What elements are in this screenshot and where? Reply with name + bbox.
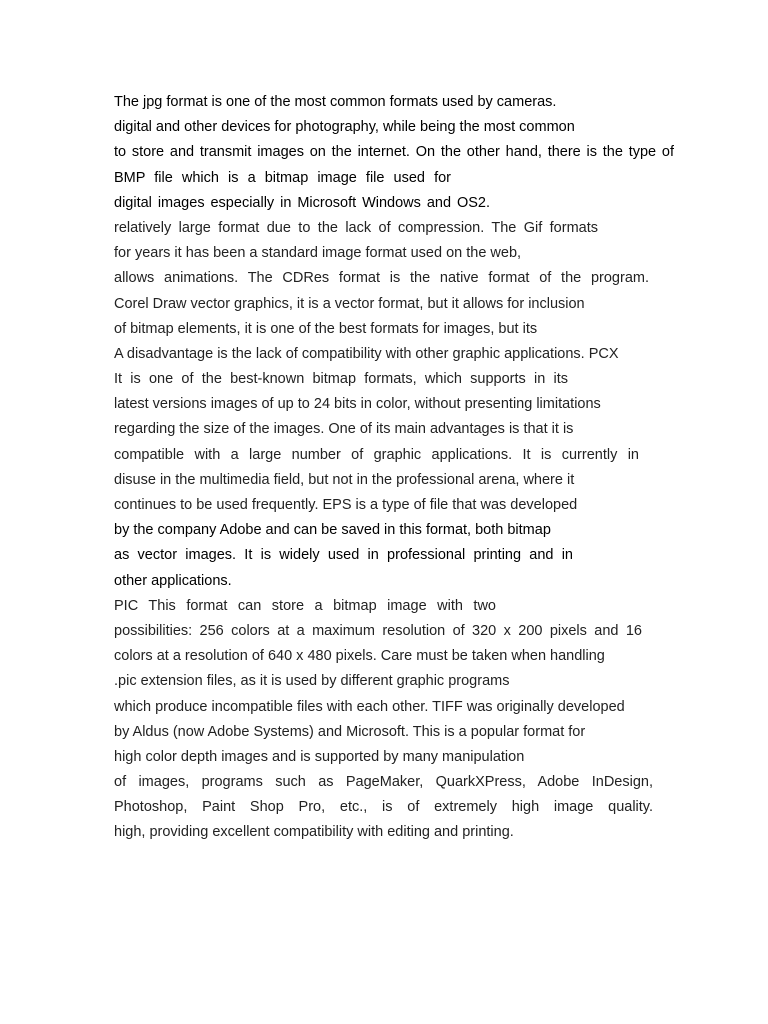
text-line: by Aldus (now Adobe Systems) and Microsoft. This is a popular format for [114, 723, 586, 740]
text-line: compatible with a large number of graphic applications. It is currently in [114, 446, 639, 463]
text-line: as vector images. It is widely used in professional printing and in [114, 547, 573, 564]
text-line: allows animations. The CDRes format is the native format of the program. [114, 270, 649, 287]
text-line: for years it has been a standard image format used on the web, [114, 245, 522, 262]
text-line: It is one of the best-known bitmap formats, which supports in its [114, 371, 568, 388]
text-line: A disadvantage is the lack of compatibility with other graphic applications. PCX [114, 345, 619, 362]
text-line: by the company Adobe and can be saved in this format, both bitmap [114, 522, 551, 539]
text-line: high, providing excellent compatibility with editing and printing. [114, 824, 514, 841]
text-line: which produce incompatible files with each other. TIFF was originally developed [114, 698, 625, 715]
text-line: PIC This format can store a bitmap image with two [114, 597, 496, 614]
text-line: of bitmap elements, it is one of the best formats for images, but its [114, 320, 538, 337]
text-line: colors at a resolution of 640 x 480 pixels. Care must be taken when handling [114, 648, 605, 665]
text-line: .pic extension files, as it is used by different graphic programs [114, 673, 510, 690]
text-line: high color depth images and is supported by many manipulation [114, 748, 525, 765]
text-line: BMP file which is a bitmap image file used for [114, 169, 451, 186]
text-line: to store and transmit images on the internet. On the other hand, there is the type of [114, 144, 674, 161]
text-line: digital images especially in Microsoft Windows and OS2. [114, 194, 490, 211]
document-body [114, 92, 674, 848]
text-line: of images, programs such as PageMaker, QuarkXPress, Adobe InDesign, [114, 774, 653, 791]
text-line: other applications. [114, 572, 232, 589]
text-line: The jpg format is one of the most common formats used by cameras. [114, 94, 557, 110]
text-line: latest versions images of up to 24 bits in color, without presenting limitations [114, 396, 601, 413]
text-line: continues to be used frequently. EPS is a type of file that was developed [114, 497, 578, 513]
text-line: relatively large format due to the lack of compression. The Gif formats [114, 219, 598, 236]
text-line: Corel Draw vector graphics, it is a vector format, but it allows for inclusion [114, 295, 585, 312]
text-line: Photoshop, Paint Shop Pro, etc., is of extremely high image quality. [114, 799, 653, 816]
text-line: disuse in the multimedia field, but not in the professional arena, where it [114, 471, 575, 488]
text-line: regarding the size of the images. One of its main advantages is that it is [114, 421, 574, 438]
text-line: possibilities: 256 colors at a maximum resolution of 320 x 200 pixels and 16 [114, 622, 642, 639]
text-line: digital and other devices for photography, while being the most common [114, 119, 575, 136]
